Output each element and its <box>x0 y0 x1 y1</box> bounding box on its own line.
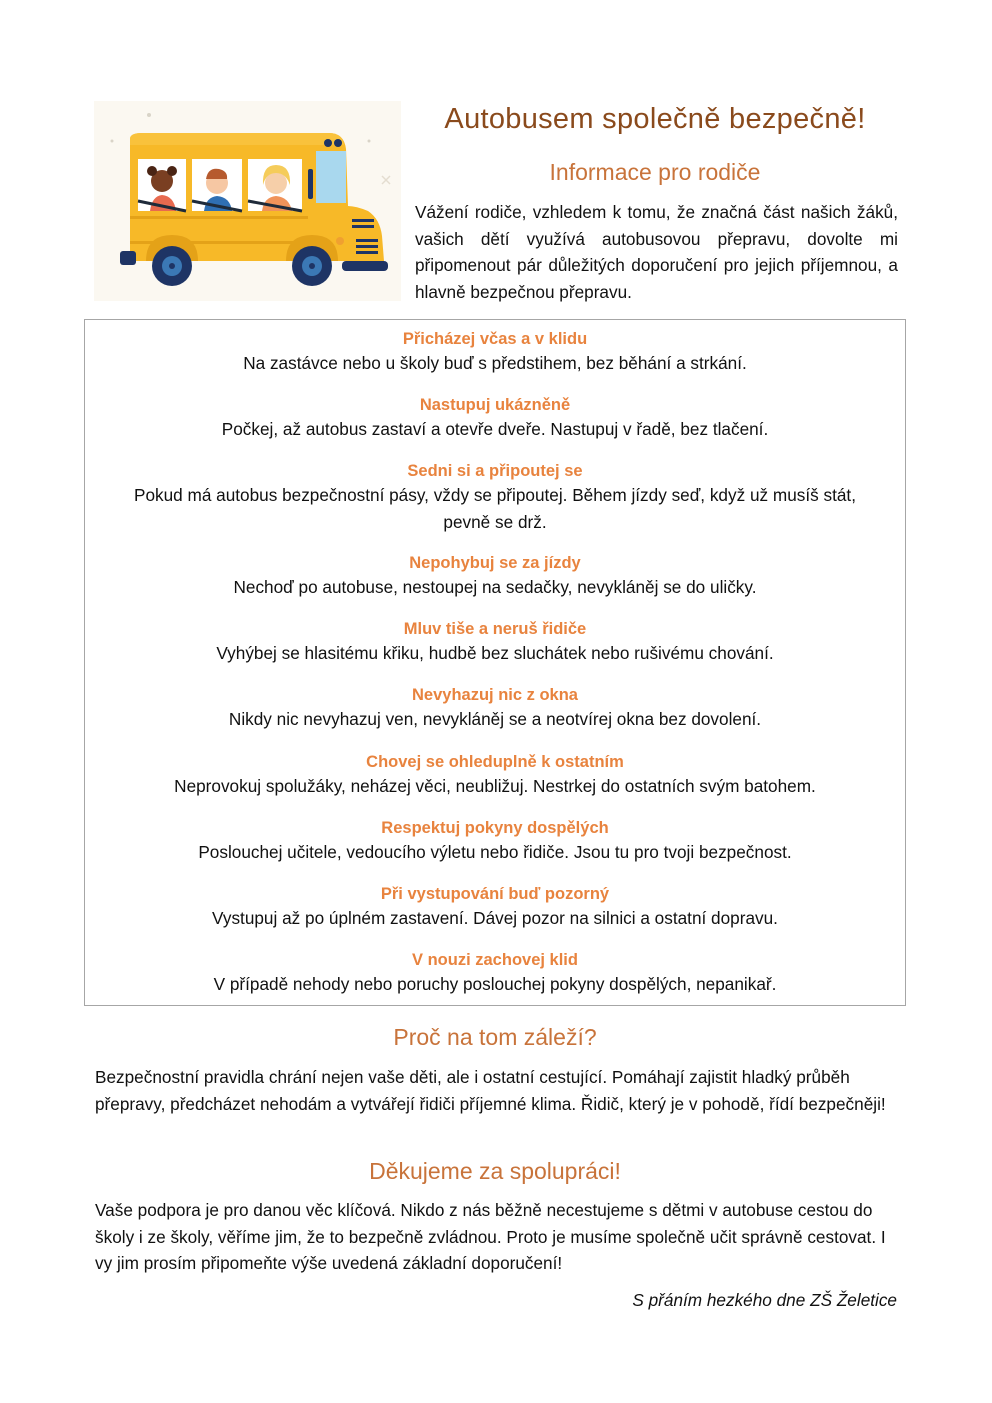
signature: S přáním hezkého dne ZŠ Želetice <box>632 1290 897 1310</box>
rule-text: V případě nehody nebo poruchy poslouchej pokyny dospělých, nepanikař. <box>213 974 777 994</box>
page-subtitle: Informace pro rodiče <box>549 159 761 185</box>
rules-box <box>84 319 906 1006</box>
rule-title: Sedni si a připoutej se <box>407 462 583 480</box>
rule-item <box>85 817 905 866</box>
rule-text: Pokud má autobus bezpečnostní pásy, vždy se připoutej. Během jízdy seď, když už musíš stát, pevně se drž. <box>134 485 856 532</box>
why-heading: Proč na tom záleží? <box>393 1024 597 1050</box>
rule-title: Nepohybuj se za jízdy <box>409 554 581 572</box>
rule-item <box>85 394 905 443</box>
rule-text: Poslouchej učitele, vedoucího výletu nebo řidiče. Jsou tu pro tvoji bezpečnost. <box>198 842 792 862</box>
rule-item <box>85 618 905 667</box>
rule-item <box>85 328 905 377</box>
rule-item <box>85 949 905 998</box>
why-paragraph: Bezpečnostní pravidla chrání nejen vaše děti, ale i ostatní cestující. Pomáhají zajistit hladký průběh přepravy, předcházet nehodám a vytvářejí řidiči příjemné klima. Řidič, který je v pohodě, řídí bezpečněji! <box>95 1067 886 1114</box>
rule-text: Počkej, až autobus zastaví a otevře dveře. Nastupuj v řadě, bez tlačení. <box>221 419 769 439</box>
rule-text: Vystupuj až po úplném zastavení. Dávej pozor na silnici a ostatní dopravu. <box>212 908 778 928</box>
rule-item <box>85 552 905 601</box>
rule-text: Na zastávce nebo u školy buď s předstihem, bez běhání a strkání. <box>243 353 747 373</box>
thanks-heading: Děkujeme za spolupráci! <box>369 1158 621 1184</box>
rule-item <box>85 751 905 800</box>
intro-paragraph: Vážení rodiče, vzhledem k tomu, že značná část našich žáků, vašich dětí využívá autobusovou přepravu, dovolte mi připomenout pár důležitých doporučení pro jejich příjemnou, a hlavně bezpečnou přepravu. <box>415 202 898 302</box>
rule-item <box>85 460 905 535</box>
rule-title: Mluv tiše a neruš řidiče <box>403 620 587 638</box>
rule-text: Vyhýbej se hlasitému křiku, hudbě bez sluchátek nebo rušivému chování. <box>216 643 774 663</box>
school-bus-illustration <box>94 101 401 301</box>
rule-title: Respektuj pokyny dospělých <box>381 819 609 837</box>
rule-item <box>85 883 905 932</box>
rule-title: Nastupuj ukázněně <box>419 396 571 414</box>
thanks-paragraph: Vaše podpora je pro danou věc klíčová. Nikdo z nás běžně necestujeme s dětmi v autobuse cestou do školy i ze školy, věříme jim, že to bezpečně zvládnou. Proto je musíme společně učit správně cestovat. I vy jim prosím připomeňte výše uvedená základní doporučení! <box>95 1200 886 1274</box>
rule-item <box>85 684 905 733</box>
rule-text: Nikdy nic nevyhazuj ven, nevykláněj se a neotvírej okna bez dovolení. <box>228 709 762 729</box>
rule-title: Přicházej včas a v klidu <box>402 330 588 348</box>
page-title: Autobusem společně bezpečně! <box>444 103 866 135</box>
rule-title: V nouzi zachovej klid <box>412 951 578 969</box>
rule-text: Neprovokuj spolužáky, neházej věci, neubližuj. Nestrkej do ostatních svým batohem. <box>174 776 816 796</box>
rule-text: Nechoď po autobuse, nestoupej na sedačky, nevykláněj se do uličky. <box>233 577 757 597</box>
rule-title: Chovej se ohleduplně k ostatním <box>366 753 624 771</box>
rule-title: Nevyhazuj nic z okna <box>412 686 578 704</box>
rule-title: Při vystupování buď pozorný <box>380 885 610 903</box>
school-bus-icon <box>94 101 401 301</box>
